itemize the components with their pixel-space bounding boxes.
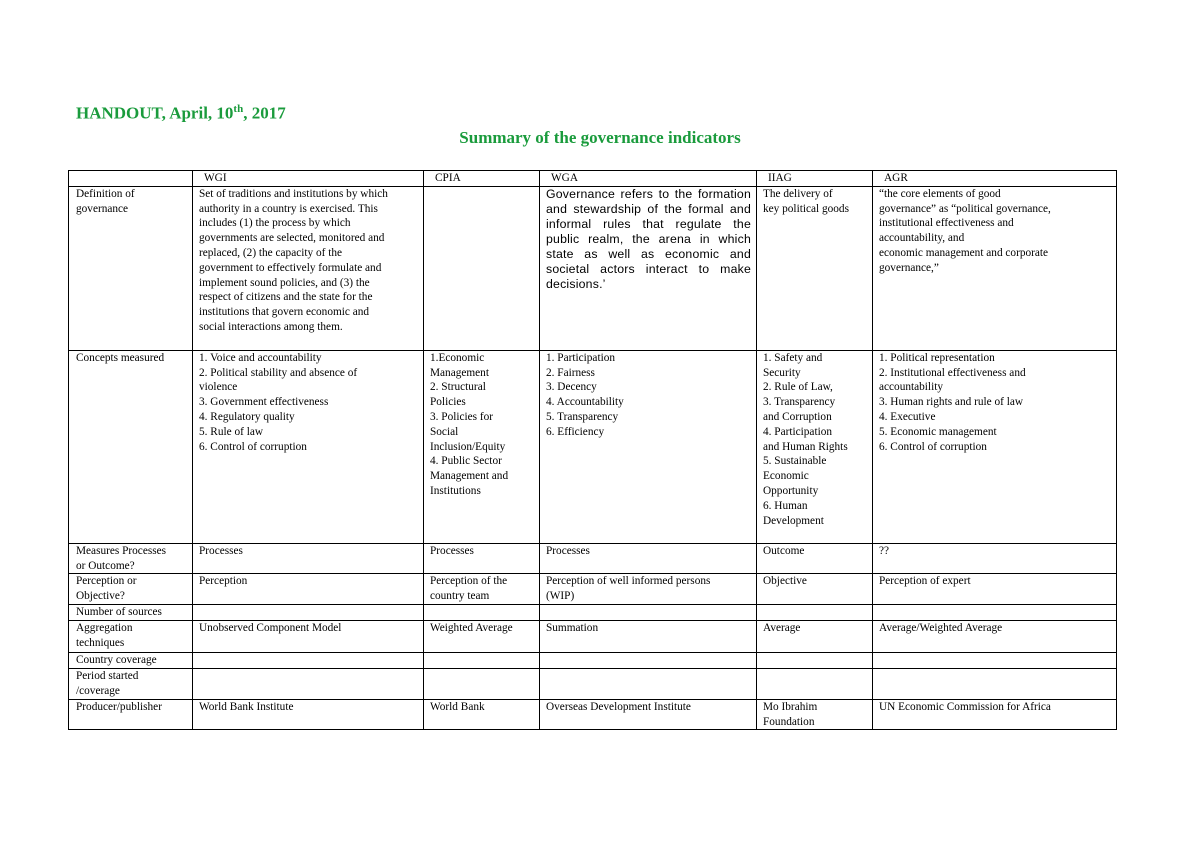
cell-text: ??: [879, 544, 890, 557]
cell-agr: [873, 574, 1117, 605]
cell-cpia: [424, 652, 540, 668]
cell-iiag: [757, 350, 873, 543]
row-aggregation: [69, 620, 1117, 652]
cell-text: 1. Participation: [546, 351, 616, 364]
cell-text: 1.Economic: [430, 351, 485, 364]
cell-text: 6. Control of corruption: [879, 440, 987, 453]
cell-wgi: [193, 350, 424, 543]
row-label-line: Perception or: [76, 575, 137, 588]
cell-text: Opportunity: [763, 484, 819, 497]
governance-indicators-table: [68, 170, 1117, 730]
cell-text: 4. Accountability: [546, 396, 624, 409]
cell-agr: [873, 668, 1117, 699]
cell-text: Security: [763, 366, 801, 379]
cell-text: 6. Control of corruption: [199, 440, 307, 453]
cell-text: accountability: [879, 381, 943, 394]
cell-text: Social: [430, 425, 459, 438]
cell-text: Management and: [430, 470, 509, 483]
cell-text: accountability, and: [879, 232, 965, 245]
row-label: [69, 652, 193, 668]
cell-text: 5. Economic management: [879, 425, 997, 438]
cell-iiag: [757, 574, 873, 605]
cell-text: Average/Weighted Average: [879, 621, 1003, 634]
cell-wgi: [193, 543, 424, 574]
cell-agr: [873, 604, 1117, 620]
cell-text: key political goods: [763, 202, 849, 215]
cell-text: respect of citizens and the state for the: [199, 291, 373, 304]
row-label-line: Period started: [76, 669, 139, 682]
cell-wga: [540, 620, 757, 652]
cell-iiag: [757, 652, 873, 668]
cell-text: governments are selected, monitored and: [199, 232, 385, 245]
row-label: [69, 604, 193, 620]
row-label: [69, 186, 193, 350]
handout-date-superscript: th: [233, 103, 244, 115]
header-cell-iiag: IIAG: [757, 171, 873, 187]
cell-cpia: [424, 699, 540, 730]
row-label-line: techniques: [76, 636, 125, 649]
cell-wgi: [193, 574, 424, 605]
cell-agr: [873, 620, 1117, 652]
cell-text: 2. Institutional effectiveness and: [879, 366, 1026, 379]
row-label: [69, 574, 193, 605]
cell-text: 4. Executive: [879, 410, 936, 423]
cell-text: 3. Decency: [546, 381, 597, 394]
cell-iiag: [757, 604, 873, 620]
cell-iiag: [757, 620, 873, 652]
row-label: [69, 543, 193, 574]
cell-agr: [873, 543, 1117, 574]
row-label-line: /coverage: [76, 684, 120, 697]
cell-cpia: [424, 574, 540, 605]
cell-text: Summation: [546, 621, 599, 634]
cell-agr: [873, 699, 1117, 730]
cell-text: UN Economic Commission for Africa: [879, 700, 1051, 713]
handout-date-text: HANDOUT, April, 10: [76, 103, 234, 123]
cell-wga: [540, 186, 757, 350]
row-definition: [69, 186, 1117, 350]
cell-wgi: [193, 699, 424, 730]
cell-text: 2. Political stability and absence of: [199, 366, 358, 379]
row-number-of-sources: [69, 604, 1117, 620]
cell-cpia: [424, 668, 540, 699]
cell-text: 1. Safety and: [763, 351, 823, 364]
cell-text: 2. Fairness: [546, 366, 595, 379]
row-label-line: or Outcome?: [76, 559, 135, 572]
cell-text: economic management and corporate: [879, 246, 1049, 259]
cell-cpia: [424, 543, 540, 574]
row-label: [69, 668, 193, 699]
cell-text: and Corruption: [763, 410, 832, 423]
cell-text: Perception of well informed persons: [546, 575, 711, 588]
handout-date: [76, 103, 286, 124]
cell-text: Policies: [430, 396, 466, 409]
cell-text: Processes: [546, 544, 590, 557]
cell-text: government to effectively formulate and: [199, 261, 382, 274]
cell-wga: [540, 668, 757, 699]
cell-wgi: [193, 604, 424, 620]
cell-iiag: [757, 699, 873, 730]
cell-text: 5. Rule of law: [199, 425, 264, 438]
cell-wga: [540, 350, 757, 543]
cell-text: (WIP): [546, 590, 575, 603]
cell-cpia: [424, 186, 540, 350]
cell-cpia: [424, 350, 540, 543]
row-label: [69, 350, 193, 543]
cell-agr: [873, 652, 1117, 668]
cell-text: Processes: [199, 544, 243, 557]
cell-text: institutional effectiveness and: [879, 217, 1014, 230]
cell-text: 6. Efficiency: [546, 425, 605, 438]
row-label-line: Country coverage: [76, 653, 157, 666]
cell-text: 4. Participation: [763, 425, 833, 438]
cell-text: “the core elements of good: [879, 187, 1001, 200]
row-label: [69, 699, 193, 730]
cell-text: 2. Rule of Law,: [763, 381, 833, 394]
cell-text: World Bank: [430, 700, 485, 713]
cell-text: Economic: [763, 470, 809, 483]
cell-text: violence: [199, 381, 238, 394]
cell-text: Unobserved Component Model: [199, 621, 342, 634]
cell-text: Average: [763, 621, 801, 634]
cell-text: 2. Structural: [430, 381, 486, 394]
cell-text: country team: [430, 590, 490, 603]
handout-date-year: , 2017: [243, 103, 286, 123]
header-cell-blank: [69, 171, 193, 187]
cell-text: Processes: [430, 544, 474, 557]
cell-iiag: [757, 543, 873, 574]
cell-wgi: [193, 668, 424, 699]
cell-text: implement sound policies, and (3) the: [199, 276, 370, 289]
cell-wga: [540, 574, 757, 605]
cell-wgi: [193, 652, 424, 668]
cell-cpia: [424, 620, 540, 652]
cell-wga: [540, 543, 757, 574]
row-label-line: Definition of: [76, 187, 135, 200]
row-period: [69, 668, 1117, 699]
cell-text: includes (1) the process by which: [199, 217, 351, 230]
cell-text: Overseas Development Institute: [546, 700, 691, 713]
cell-text: Management: [430, 366, 489, 379]
cell-wga: [540, 652, 757, 668]
header-cell-cpia: CPIA: [424, 171, 540, 187]
row-label-line: Producer/publisher: [76, 700, 162, 713]
cell-wgi: [193, 620, 424, 652]
row-country-coverage: [69, 652, 1117, 668]
document-subtitle: Summary of the governance indicators: [459, 128, 741, 147]
cell-text: Inclusion/Equity: [430, 440, 506, 453]
header-cell-agr: AGR: [873, 171, 1117, 187]
cell-text: governance” as “political governance,: [879, 202, 1051, 215]
cell-text: Set of traditions and institutions by which: [199, 187, 388, 200]
cell-text: 1. Political representation: [879, 351, 995, 364]
row-label-line: Measures Processes: [76, 544, 167, 557]
cell-iiag: [757, 186, 873, 350]
cell-text: Perception of expert: [879, 575, 971, 588]
cell-text: 3. Government effectiveness: [199, 396, 329, 409]
cell-text: Perception: [199, 575, 248, 588]
cell-text: authority in a country is exercised. This: [199, 202, 378, 215]
cell-text: World Bank Institute: [199, 700, 294, 713]
cell-text: 6. Human: [763, 499, 808, 512]
cell-text: Outcome: [763, 544, 805, 557]
cell-wga: [540, 699, 757, 730]
header-cell-wgi: WGI: [193, 171, 424, 187]
cell-wga: [540, 604, 757, 620]
cell-text: social interactions among them.: [199, 320, 343, 333]
cell-text: and Human Rights: [763, 440, 848, 453]
row-perception-objective: [69, 574, 1117, 605]
cell-text: governance,”: [879, 261, 939, 274]
cell-text: 3. Policies for: [430, 410, 494, 423]
cell-text: Institutions: [430, 484, 481, 497]
cell-text: 5. Sustainable: [763, 455, 827, 468]
cell-text: Governance refers to the formation and stewardship of the formal and informal rules that regulate the public realm, the arena in which state as well as economic and societal actors interact to make decisions.’: [546, 186, 751, 291]
cell-text: 1. Voice and accountability: [199, 351, 322, 364]
cell-text: Weighted Average: [430, 621, 513, 634]
cell-text: replaced, (2) the capacity of the: [199, 246, 343, 259]
row-label-line: Objective?: [76, 590, 125, 603]
row-concepts: [69, 350, 1117, 543]
row-producer: [69, 699, 1117, 730]
cell-text: 4. Regulatory quality: [199, 410, 295, 423]
cell-iiag: [757, 668, 873, 699]
header-cell-wga: WGA: [540, 171, 757, 187]
cell-text: 4. Public Sector: [430, 455, 502, 468]
cell-text: 3. Transparency: [763, 396, 836, 409]
cell-text: institutions that govern economic and: [199, 306, 370, 319]
row-processes-outcome: [69, 543, 1117, 574]
row-label: [69, 620, 193, 652]
row-label-line: Number of sources: [76, 605, 162, 618]
row-label-line: Aggregation: [76, 621, 133, 634]
cell-cpia: [424, 604, 540, 620]
cell-agr: [873, 186, 1117, 350]
cell-text: 5. Transparency: [546, 410, 619, 423]
table-header-row: [69, 171, 1117, 187]
cell-text: Perception of the: [430, 575, 508, 588]
cell-agr: [873, 350, 1117, 543]
cell-text: The delivery of: [763, 187, 833, 200]
cell-wgi: [193, 186, 424, 350]
cell-text: Development: [763, 514, 824, 527]
cell-text: Foundation: [763, 715, 815, 728]
cell-text: Mo Ibrahim: [763, 700, 818, 713]
row-label-line: governance: [76, 202, 129, 215]
row-label-line: Concepts measured: [76, 351, 165, 364]
cell-text: Objective: [763, 575, 807, 588]
cell-text: 3. Human rights and rule of law: [879, 396, 1024, 409]
